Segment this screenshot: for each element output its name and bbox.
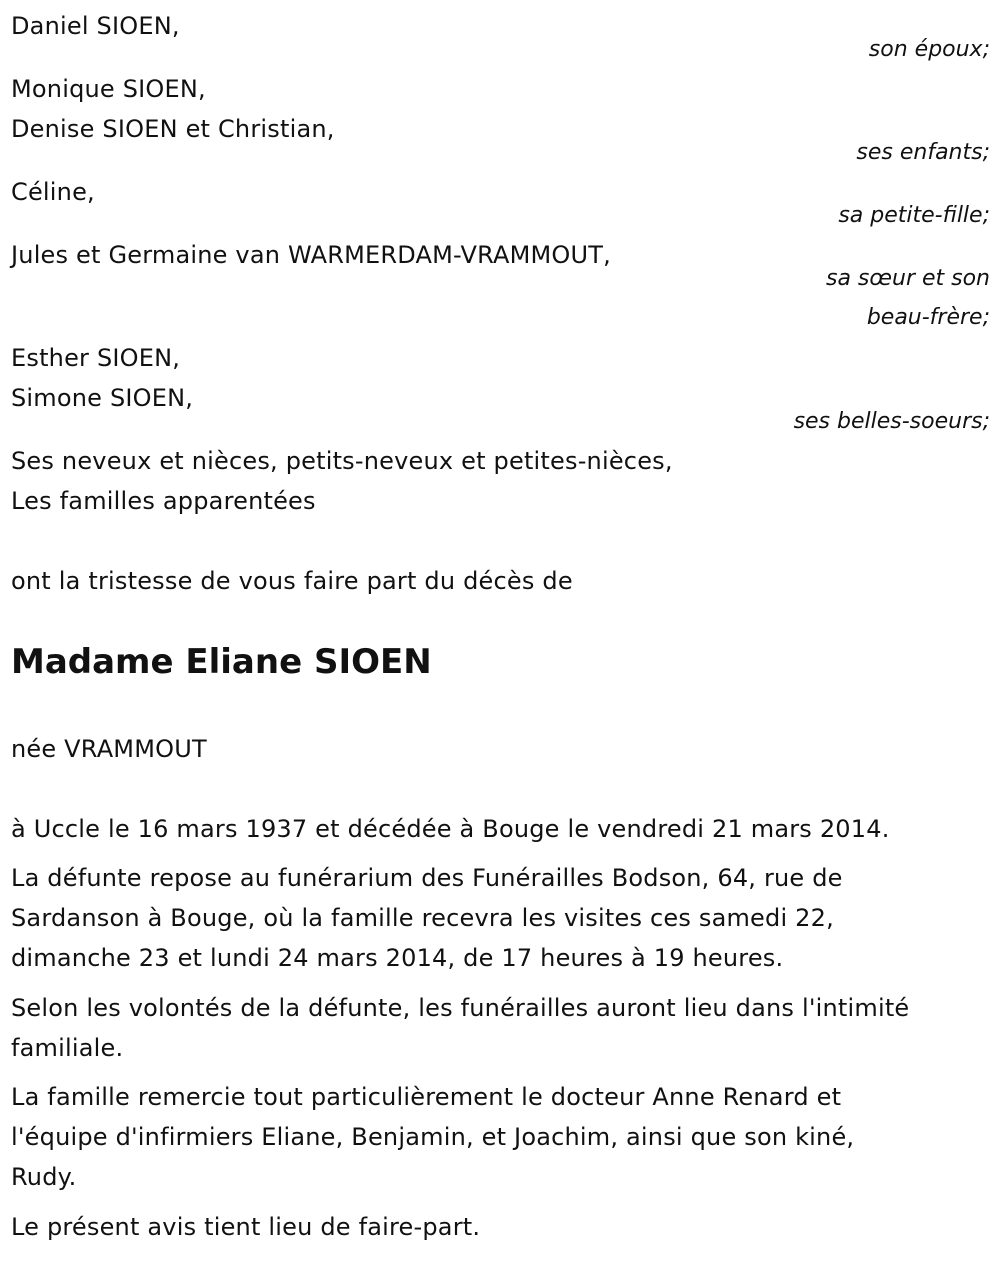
remercie-line-2: l'équipe d'infirmiers Eliane, Benjamin, et Joachim, ainsi que son kiné,: [11, 1123, 855, 1151]
deceased-name: Madame Eliane SIOEN: [11, 642, 432, 682]
role-soeur-line-2: beau-frère;: [866, 305, 990, 330]
role-epoux: son époux;: [868, 37, 990, 62]
avis-text: Le présent avis tient lieu de faire-part.: [11, 1213, 481, 1241]
repose-line-1: La défunte repose au funérarium des Funérailles Bodson, 64, rue de: [11, 864, 843, 892]
family-member-celine: Céline,: [11, 178, 95, 206]
maiden-name: née VRAMMOUT: [11, 735, 207, 763]
volontes-line-1: Selon les volontés de la défunte, les funérailles auront lieu dans l'intimité: [11, 994, 910, 1022]
role-soeur-line-1: sa sœur et son: [825, 266, 990, 291]
remercie-line-1: La famille remercie tout particulièrement le docteur Anne Renard et: [11, 1083, 842, 1111]
family-apparentees: Les familles apparentées: [11, 487, 316, 515]
birth-death-text: à Uccle le 16 mars 1937 et décédée à Bouge le vendredi 21 mars 2014.: [11, 815, 890, 843]
repose-line-2: Sardanson à Bouge, où la famille recevra les visites ces samedi 22,: [11, 904, 834, 932]
family-member-simone: Simone SIOEN,: [11, 384, 194, 412]
announcement-intro: ont la tristesse de vous faire part du décès de: [11, 567, 573, 595]
role-petite-fille: sa petite-fille;: [838, 203, 990, 228]
family-member-monique: Monique SIOEN,: [11, 75, 206, 103]
repose-line-3: dimanche 23 et lundi 24 mars 2014, de 17 heures à 19 heures.: [11, 944, 784, 972]
family-member-jules: Jules et Germaine van WARMERDAM-VRAMMOUT,: [11, 241, 611, 269]
volontes-line-2: familiale.: [11, 1034, 124, 1062]
family-member-denise: Denise SIOEN et Christian,: [11, 115, 335, 143]
family-member-esther: Esther SIOEN,: [11, 344, 181, 372]
remercie-line-3: Rudy.: [11, 1163, 77, 1191]
family-member-daniel: Daniel SIOEN,: [11, 12, 180, 40]
family-neveux: Ses neveux et nièces, petits-neveux et petites-nièces,: [11, 447, 673, 475]
role-enfants: ses enfants;: [856, 140, 990, 165]
role-belles-soeurs: ses belles-soeurs;: [793, 409, 990, 434]
